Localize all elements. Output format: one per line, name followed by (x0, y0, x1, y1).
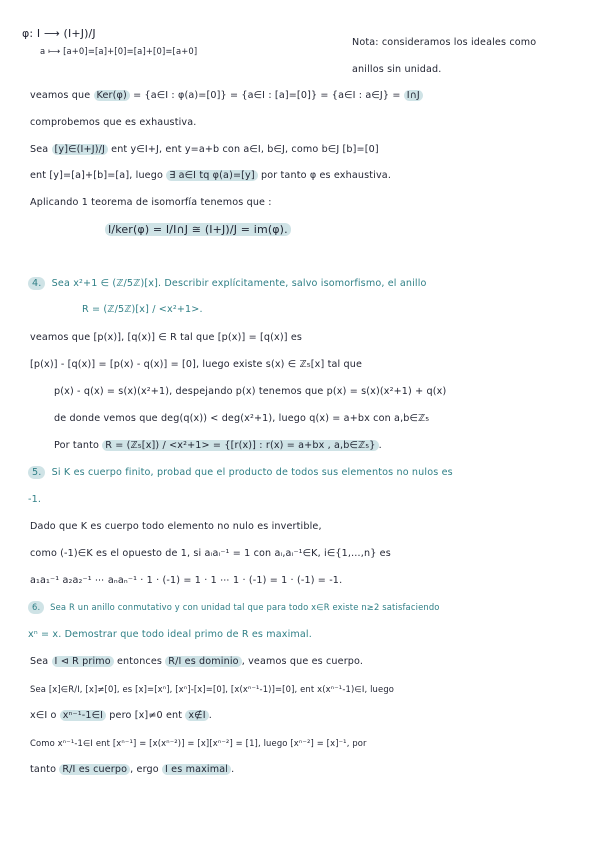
note-line-1: Nota: consideramos los ideales como (352, 37, 537, 48)
kernel-line: veamos que Ker(φ) = {a∈I : φ(a)=[0]} = {a∈I : [a]=[0]} = {a∈I : a∈J} = I∩J (30, 89, 423, 102)
surj-line-1: comprobemos que es exhaustiva. (30, 117, 197, 128)
ex6-step-5: tanto R/I es cuerpo , ergo I es maximal . (30, 764, 235, 775)
ex4-line-1: 4. Sea x²+1 ∈ (ℤ/5ℤ)[x]. Describir explícitamente, salvo isomorfismo, el anillo (28, 277, 427, 290)
ex4-step-1: veamos que [p(x)], [q(x)] ∈ R tal que [p(x)] = [q(x)] es (30, 332, 303, 343)
ex4-step-4: de donde vemos que deg(q(x)) < deg(x²+1), luego q(x) = a+bx con a,b∈ℤ₅ (54, 413, 430, 424)
ex6-step-4: Como xⁿ⁻¹-1∈I ent [xⁿ⁻¹] = [x(xⁿ⁻²)] = [x][xⁿ⁻²] = [1], luego [xⁿ⁻²] = [x]⁻¹, por (30, 738, 367, 748)
ex4-step-5: Por tanto R = (ℤ₅[x]) / <x²+1> = {[r(x)] : r(x) = a+bx , a,b∈ℤ₅} . (54, 440, 382, 451)
map-line-1: φ: I ⟶ (I+J)/J (22, 27, 96, 40)
ex6-step-2: Sea [x]∈R/I, [x]≠[0], es [x]=[xⁿ], [xⁿ]-[x]=[0], [x(xⁿ⁻¹-1)]=[0], ent x(xⁿ⁻¹-1)∈I, luego (30, 684, 395, 694)
ex6-line-1: 6. Sea R un anillo conmutativo y con unidad tal que para todo x∈R existe n≥2 satisfaciendo (28, 601, 440, 614)
ex5-step-3: a₁a₁⁻¹ a₂a₂⁻¹ ⋯ aₙaₙ⁻¹ · 1 · (-1) = 1 · 1 ⋯ 1 · (-1) = 1 · (-1) = -1. (30, 575, 343, 586)
surj-line-4: Aplicando 1 teorema de isomorfía tenemos que : (30, 197, 272, 208)
surj-line-3: ent [y]=[a]+[b]=[a], luego ∃ a∈I tq φ(a)=[y] por tanto φ es exhaustiva. (30, 170, 392, 181)
ex6-line-2: xⁿ = x. Demostrar que todo ideal primo de R es maximal. (28, 629, 312, 640)
ex4-step-3: p(x) - q(x) = s(x)(x²+1), despejando p(x) tenemos que p(x) = s(x)(x²+1) + q(x) (54, 386, 447, 397)
note-line-2: anillos sin unidad. (352, 64, 442, 75)
ex4-line-2: R = (ℤ/5ℤ)[x] / <x²+1>. (82, 304, 203, 315)
ex5-step-2: como (-1)∈K es el opuesto de 1, si aᵢaᵢ⁻¹ = 1 con aᵢ,aᵢ⁻¹∈K, i∈{1,…,n} es (30, 548, 391, 559)
ex5-step-1: Dado que K es cuerpo todo elemento no nulo es invertible, (30, 521, 322, 532)
ex5-line-2: -1. (28, 494, 42, 505)
ex4-step-2: [p(x)] - [q(x)] = [p(x) - q(x)] = [0], luego existe s(x) ∈ ℤ₅[x] tal que (30, 359, 363, 370)
ex5-line-1: 5. Si K es cuerpo finito, probad que el producto de todos sus elementos no nulos es (28, 466, 453, 479)
surj-line-2: Sea [y]∈(I+J)/J ent y∈I+J, ent y=a+b con a∈I, b∈J, como b∈J [b]=[0] (30, 144, 379, 155)
ex6-step-3: x∈I o xⁿ⁻¹-1∈I pero [x]≠0 ent x∉I . (30, 710, 212, 721)
map-line-2: a ⟼ [a+0]=[a]+[0]=[a]+[0]=[a+0] (40, 46, 198, 56)
ex6-step-1: Sea I ⊲ R primo entonces R/I es dominio , veamos que es cuerpo. (30, 656, 364, 667)
isomorphism-line: I/ker(φ) = I/I∩J ≅ (I+J)/J = im(φ). (105, 223, 291, 236)
